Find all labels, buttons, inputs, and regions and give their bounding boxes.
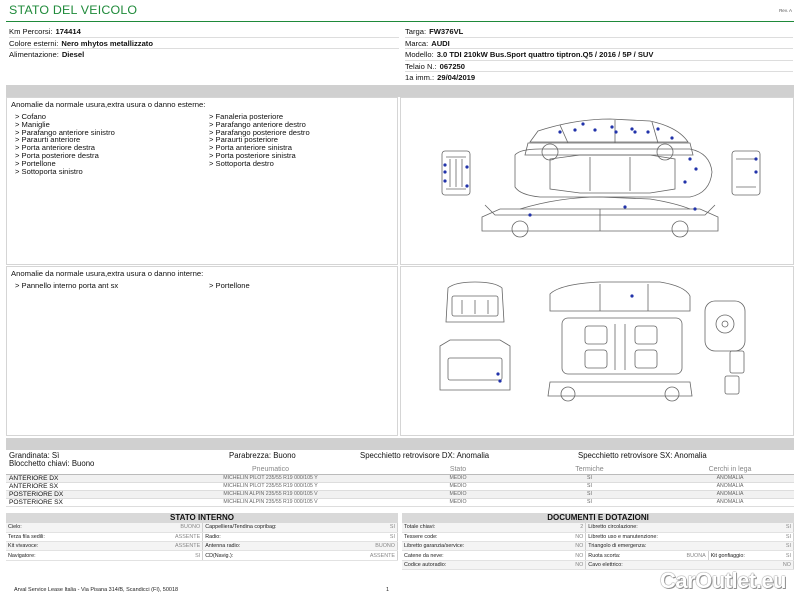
damage-item: > Porta posteriore sinistra — [209, 150, 296, 160]
revision-label: Rev. A — [779, 8, 792, 13]
footer-company: Arval Service Lease Italia - Via Pisana 314/B, Scandicci (FI), 50018 — [14, 587, 179, 593]
tyres-table — [6, 466, 794, 507]
internal-damage-list-2 — [209, 282, 250, 290]
damage-markers — [443, 122, 757, 216]
stato-interno-title: STATO INTERNO — [6, 513, 398, 523]
footer-page-number: 1 — [386, 587, 390, 593]
damage-item: > Portellone — [15, 158, 56, 168]
stato-interno-table — [6, 523, 398, 561]
damage-item: > Sottoporta destro — [209, 158, 274, 168]
damage-item: > Sottoporta sinistro — [15, 166, 83, 176]
damage-item: > Porta posteriore destra — [15, 150, 99, 160]
damage-item: > Paraurti anteriore — [15, 135, 81, 145]
vehicle-info-left — [9, 26, 399, 61]
title-divider — [6, 21, 794, 22]
tyres-header-stato: Stato — [403, 466, 513, 474]
table-row: Cielo: BUONO Cappelliera/Tendina copribag: SI — [6, 523, 398, 532]
external-damage-title: Anomalie da normale usura,extra usura o danno esterne: — [11, 100, 206, 109]
damage-item: > Parafango anteriore destro — [209, 119, 306, 129]
tyres-header-termiche: Termiche — [513, 466, 666, 474]
external-damage-list-2 — [209, 113, 310, 168]
section-separator-2 — [6, 438, 794, 450]
tyres-header-pneumatico: Pneumatico — [138, 466, 403, 474]
table-row: Codice autoradio: NO Cavo elettrico: NO — [402, 560, 794, 569]
tyres-header-row — [6, 466, 794, 474]
table-row: Tessere code: NO Libretto uso e manutenzione: SI — [402, 532, 794, 541]
table-row: Kit vivavoce: ASSENTE Antenna radio: BUONO — [6, 542, 398, 551]
external-damage-list-1 — [15, 113, 115, 175]
damage-item: > Portellone — [209, 281, 250, 290]
info-row-colore: Colore esterni: Nero mhytos metallizzato — [9, 38, 399, 50]
table-row: Totale chiavi: 2 Libretto circolazione: SI — [402, 523, 794, 532]
summary-grandinata: Grandinata: Sì — [9, 451, 60, 460]
summary-specchietto-dx: Specchietto retrovisore DX: Anomalia — [360, 451, 490, 460]
internal-damage-panel — [6, 266, 398, 436]
info-row-km: Km Percorsi: 174414 — [9, 26, 399, 38]
damage-item: > Paraurti posteriore — [209, 135, 279, 145]
page-title: STATO DEL VEICOLO — [9, 3, 138, 17]
info-row-marca: Marca: AUDI — [405, 38, 793, 50]
damage-item: > Fanaleria posteriore — [209, 112, 284, 121]
info-row-alimentazione: Alimentazione: Diesel — [9, 50, 85, 59]
damage-item: > Maniglie — [15, 119, 50, 129]
documenti-title: DOCUMENTI E DOTAZIONI — [402, 513, 794, 523]
damage-item: > Parafango posteriore destro — [209, 127, 310, 137]
table-row: Catene da neve: NO Ruota scorta: BUONA Kit gonfiaggio: SI — [402, 551, 794, 560]
table-row: POSTERIORE SX MICHELIN ALPIN 235/55 R19 000/105 V MEDIO SI ANOMALIA — [6, 498, 794, 506]
info-row-telaio: Telaio N.: 067250 — [405, 61, 793, 73]
vehicle-info-right — [405, 26, 793, 84]
table-row: ANTERIORE DX MICHELIN PILOT 235/55 R19 000/105 Y MEDIO SI ANOMALIA — [6, 474, 794, 482]
damage-item: > Parafango anteriore sinistro — [15, 127, 115, 137]
interior-damage-markers — [496, 294, 633, 382]
info-row-modello: Modello: 3.0 TDI 210kW Bus.Sport quattro tiptron.Q5 / 2016 / 5P / SUV — [405, 49, 793, 61]
internal-damage-list-1 — [15, 282, 118, 290]
damage-item: > Pannello interno porta ant sx — [15, 281, 119, 290]
car-roof-outline — [530, 119, 688, 142]
summary-blocchetto: Blocchetto chiavi: Buono — [9, 459, 95, 468]
table-row: POSTERIORE DX MICHELIN ALPIN 235/55 R19 000/105 V MEDIO SI ANOMALIA — [6, 490, 794, 498]
section-separator — [6, 85, 794, 97]
table-row: Terza fila sedili: ASSENTE Radio: SI — [6, 532, 398, 541]
tyres-header-cerchi: Cerchi in lega — [666, 466, 794, 474]
info-row-targa: Targa: FW376VL — [405, 26, 793, 38]
interior-car-diagram — [400, 266, 794, 436]
exterior-car-diagram — [400, 97, 794, 265]
watermark-logo: CarOutlet.eu — [659, 568, 786, 593]
damage-item: > Porta anteriore destra — [15, 143, 95, 153]
summary-parabrezza: Parabrezza: Buono — [229, 451, 296, 460]
table-row: Libretto garanzia/service: NO Triangolo di emergenza: SI — [402, 542, 794, 551]
internal-damage-title: Anomalie da normale usura,extra usura o danno interne: — [11, 269, 204, 278]
damage-item: > Porta anteriore sinistra — [209, 143, 292, 153]
summary-specchietto-sx: Specchietto retrovisore SX: Anomalia — [578, 451, 707, 460]
damage-item: > Cofano — [15, 112, 47, 121]
info-row-immatricolazione: 1a imm.: 29/04/2019 — [405, 73, 476, 82]
table-row: Navigatore: SI CD(Navig.): ASSENTE — [6, 551, 398, 560]
table-row: ANTERIORE SX MICHELIN PILOT 235/55 R19 000/105 Y MEDIO SI ANOMALIA — [6, 482, 794, 490]
documenti-table — [402, 523, 794, 570]
